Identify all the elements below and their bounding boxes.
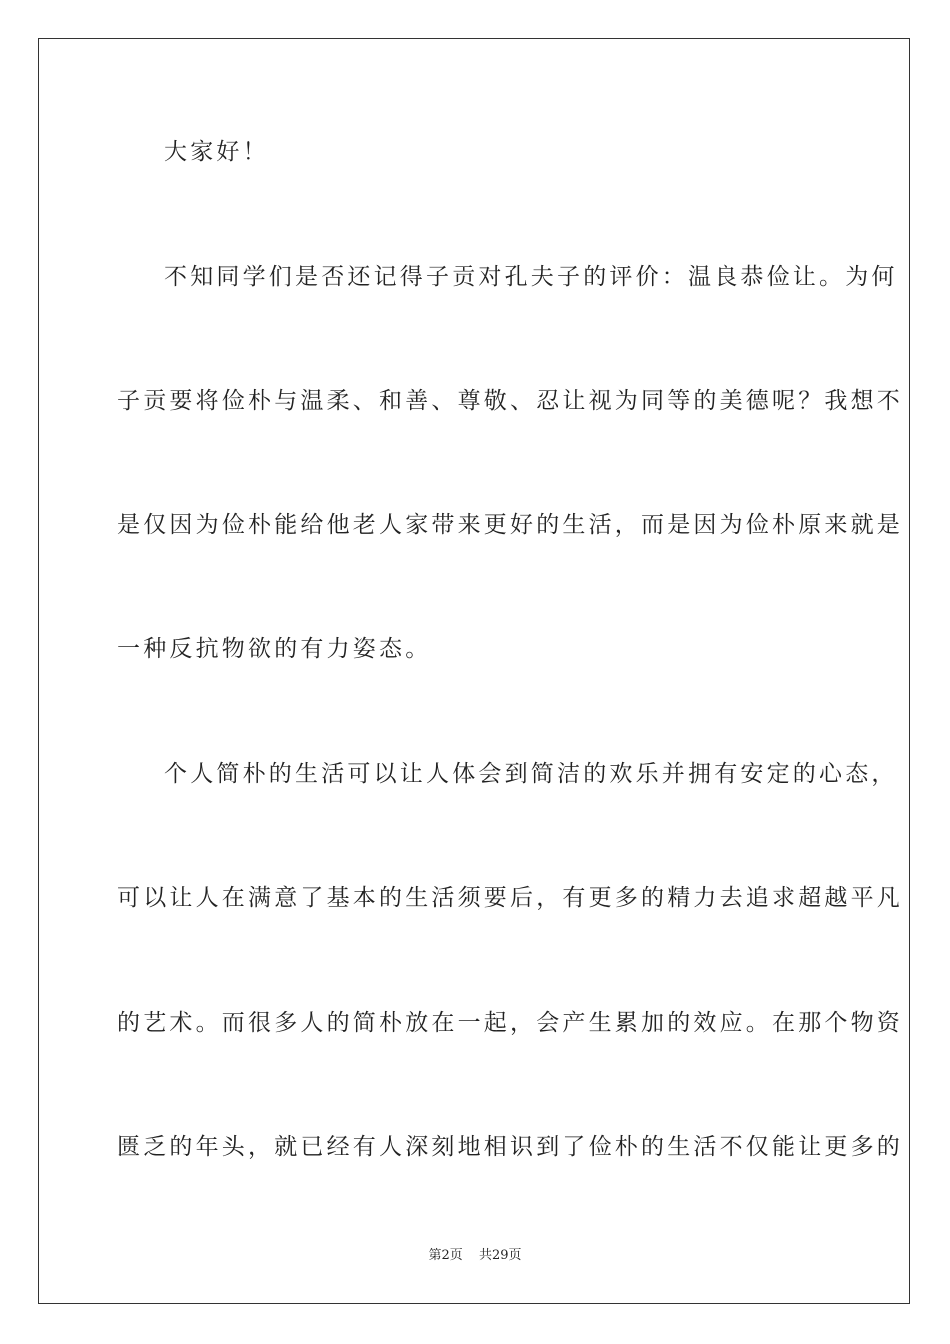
page-number-current: 第2页	[428, 1248, 463, 1263]
paragraph-2-line-2: 可以让人在满意了基本的生活须要后，有更多的精力去追求超越平凡	[117, 885, 903, 911]
page-number-total: 共29页	[478, 1248, 522, 1263]
paragraph-2-line-3: 的艺术。而很多人的简朴放在一起，会产生累加的效应。在那个物资	[117, 1010, 903, 1036]
paragraph-1-line-4: 一种反抗物欲的有力姿态。	[117, 636, 432, 662]
page-border	[38, 38, 910, 1304]
paragraph-1-line-3: 是仅因为俭朴能给他老人家带来更好的生活，而是因为俭朴原来就是	[117, 512, 903, 538]
page-footer	[0, 1247, 950, 1265]
paragraph-1-line-1: 不知同学们是否还记得子贡对孔夫子的评价：温良恭俭让。为何	[164, 264, 898, 290]
paragraph-2-line-4: 匮乏的年头，就已经有人深刻地相识到了俭朴的生活不仅能让更多的	[117, 1134, 903, 1160]
greeting-line: 大家好！	[164, 139, 269, 165]
paragraph-2-line-1: 个人简朴的生活可以让人体会到简洁的欢乐并拥有安定的心态，	[164, 761, 898, 787]
paragraph-1-line-2: 子贡要将俭朴与温柔、和善、尊敬、忍让视为同等的美德呢？我想不	[117, 388, 903, 414]
